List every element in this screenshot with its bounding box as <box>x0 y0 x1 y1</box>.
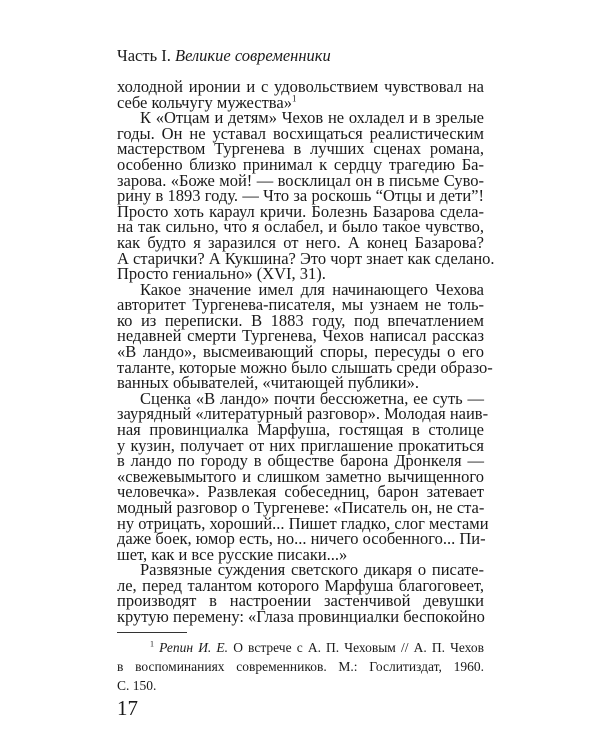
footnote-line: С. 150. <box>117 678 157 693</box>
footnote-line: в воспоминаниях современников. М.: Гослитиздат, 1960. <box>117 659 484 674</box>
text-line: авторитет Тургенева-писателя, мы узнаем не толь- <box>117 295 484 315</box>
text-line: ная провинциалка Марфуша, гостящая в столице <box>117 419 484 439</box>
part-label: Часть I. <box>117 46 171 65</box>
text-line: в ландо по городу в обществе барона Дронкеля — <box>117 451 484 471</box>
text-line: особенно близко принимал к сердцу трагедию Ба- <box>117 154 484 174</box>
footnote-divider <box>117 632 187 633</box>
text-line: производят в настроении застенчивой девушки <box>117 591 484 611</box>
text-line: ле, перед талантом которого Марфуша благоговеет, <box>117 575 484 595</box>
text-line: даже боек, юмор есть, но... ничего особенного... Пи- <box>117 529 486 549</box>
footnote-author: Репин И. Е. <box>159 640 229 655</box>
text-line: мастерством Тургенева в лучших сценах романа, <box>117 139 484 159</box>
text-line: Сценка «В ландо» почти бессюжетна, ее суть — <box>140 388 484 408</box>
text-line: недавней смерти Тургенева, Чехов написал рассказ <box>117 326 484 346</box>
text-line: на так сильно, что я ослабел, и было такое чувство, <box>117 217 484 237</box>
text-line: ну отрицать, хороший... Пишет гладко, слог местами <box>117 513 489 533</box>
text-line: холодной иронии и с удовольствием чувствовал на <box>117 77 484 96</box>
text-line: как будто я заразился от него. А конец Базарова? <box>117 232 484 252</box>
text-line: крутую перемену: «Глаза провинциалки беспокойно <box>117 607 485 626</box>
text-line: человечка». Развлекая собеседниц, барон затевает <box>117 482 484 502</box>
text-line: ванных обывателей, «читающей публики». <box>117 373 419 393</box>
footnote-reference: 1 <box>291 93 297 104</box>
text-line: Развязные суждения светского дикаря о писате- <box>140 560 484 580</box>
text-line: зарова. «Боже мой! — восклицал он в письме Суво- <box>117 170 484 190</box>
text-line: шет, как и все русские писаки...» <box>117 544 348 564</box>
running-header <box>117 46 331 66</box>
text-line-content: себе кольчугу мужества» <box>117 92 292 112</box>
page-number: 17 <box>117 696 138 720</box>
text-line: Какое значение имел для начинающего Чехова <box>140 279 484 299</box>
text-line: К «Отцам и детям» Чехов не охладел и в зрелые <box>140 108 484 128</box>
text-line: «свежевымытого и слишком заметно вычищенного <box>117 466 484 486</box>
text-line: заурядный «литературный разговор». Молодая наив- <box>117 404 489 424</box>
text-line: рину в 1893 году. — Что за роскошь “Отцы и дети”! <box>117 186 484 206</box>
text-line: у кузин, получает от них приглашение прокатиться <box>117 435 484 455</box>
part-title: Великие современники <box>174 46 331 65</box>
footnote-text: О встрече с А. П. Чеховым // А. П. Чехов <box>233 640 485 655</box>
text-line: таланте, которые можно было слышать среди образо- <box>117 357 493 377</box>
footnote-line <box>150 638 484 657</box>
text-line: Просто гениально» (XVI, 31). <box>117 264 326 284</box>
text-line: годы. Он не уставал восхищаться реалистическим <box>117 123 484 143</box>
text-line: ко из переписки. В 1883 году, под впечатлением <box>117 310 484 330</box>
footnote-marker: 1 <box>150 639 154 649</box>
text-line: Просто хоть караул кричи. Болезнь Базарова сдела- <box>117 201 484 221</box>
text-line: модный разговор о Тургеневе: «Писатель он, не ста- <box>117 497 485 517</box>
text-line: «В ландо», высмеивающий споры, пересуды о его <box>117 342 484 361</box>
text-line: А старички? А Кукшина? Это чорт знает как сделано. <box>117 248 495 268</box>
